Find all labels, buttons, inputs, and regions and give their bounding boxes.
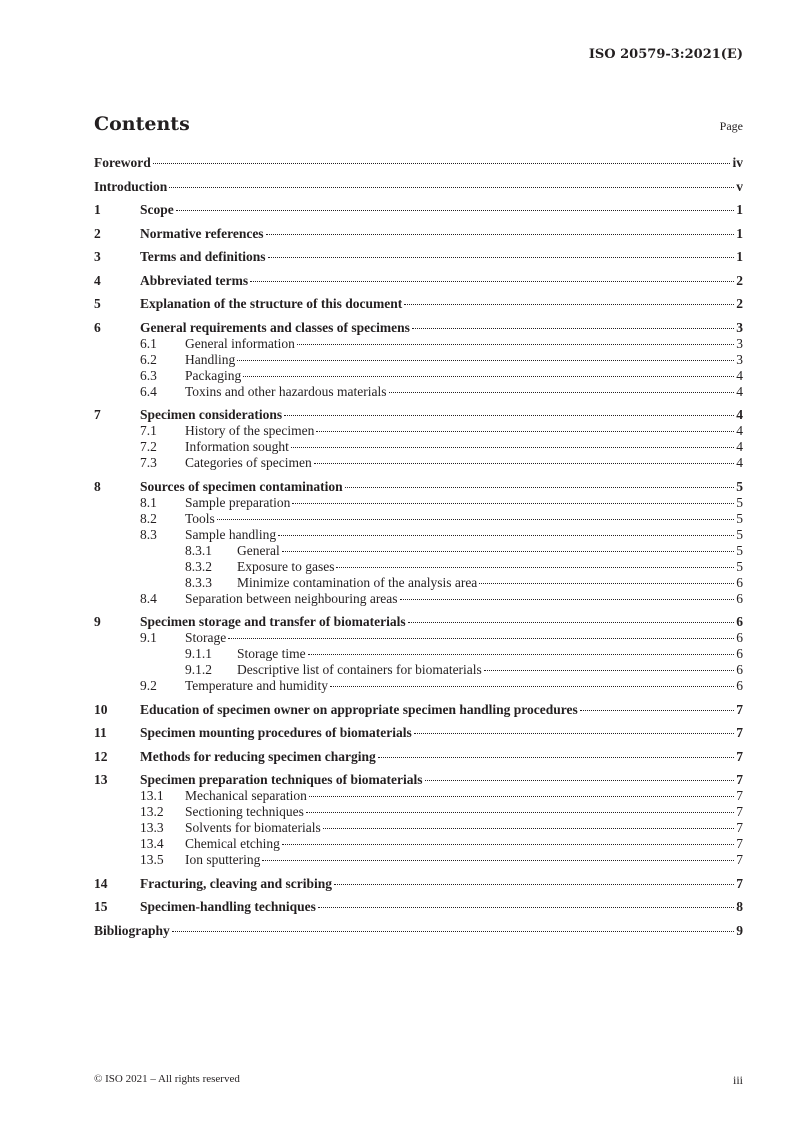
toc-leader-dots <box>292 503 734 504</box>
toc-entry-title: Specimen storage and transfer of biomaterials <box>140 614 406 629</box>
toc-entry-title: Sectioning techniques <box>185 804 304 819</box>
toc-leader-dots <box>318 907 734 908</box>
toc-leader-dots <box>262 860 734 861</box>
toc-entry-page: 3 <box>736 319 743 335</box>
toc-entry-number: 8.3.2 <box>185 558 212 574</box>
toc-entry-page: 4 <box>736 439 743 454</box>
toc-entry-title: Bibliography <box>94 922 170 938</box>
toc-leader-dots <box>400 599 735 600</box>
toc-entry[interactable] <box>94 923 743 939</box>
toc-leader-dots <box>169 187 734 188</box>
toc-entry-page: 4 <box>736 383 743 399</box>
toc-entry-title: Ion sputtering <box>185 852 261 867</box>
toc-entry-page: 6 <box>736 646 743 661</box>
toc-entry-page: 9 <box>736 922 743 938</box>
toc-entry-number: 15 <box>94 899 108 914</box>
toc-leader-dots <box>278 535 734 536</box>
toc-entry-page: 2 <box>736 272 743 288</box>
table-of-contents <box>94 155 743 939</box>
toc-entry[interactable] <box>94 630 743 646</box>
toc-entry[interactable] <box>94 804 743 820</box>
toc-entry-title: Foreword <box>94 155 151 170</box>
toc-entry-number: 8.3.1 <box>185 542 212 558</box>
toc-entry-number: 13.5 <box>140 852 164 867</box>
toc-leader-dots <box>291 447 734 448</box>
toc-entry-title: Fracturing, cleaving and scribing <box>140 875 332 891</box>
toc-entry[interactable] <box>94 614 743 630</box>
toc-entry[interactable] <box>94 249 743 265</box>
toc-entry-title: Categories of specimen <box>185 455 312 470</box>
toc-leader-dots <box>250 281 734 282</box>
toc-leader-dots <box>282 551 735 552</box>
toc-entry-number: 9.1.2 <box>185 662 212 677</box>
toc-leader-dots <box>297 344 734 345</box>
toc-entry[interactable] <box>94 320 743 336</box>
toc-entry-title: General requirements and classes of specimens <box>140 319 410 335</box>
toc-entry-number: 6 <box>94 319 101 335</box>
toc-entry-page: 1 <box>736 249 743 264</box>
page-title: Contents <box>94 113 190 135</box>
page-column-label: Page <box>719 119 743 133</box>
toc-entry[interactable] <box>94 368 743 384</box>
toc-leader-dots <box>172 931 734 932</box>
toc-entry-number: 9.1.1 <box>185 646 212 661</box>
toc-entry[interactable] <box>94 179 743 195</box>
toc-entry-title: Exposure to gases <box>237 558 335 574</box>
toc-entry-title: General <box>237 542 280 558</box>
toc-entry-number: 7.1 <box>140 423 157 438</box>
toc-entry[interactable] <box>94 423 743 439</box>
toc-entry-page: 5 <box>736 478 743 494</box>
toc-entry-page: 1 <box>736 202 743 217</box>
toc-entry[interactable] <box>94 575 743 591</box>
toc-leader-dots <box>414 733 735 734</box>
toc-entry-page: 4 <box>736 367 743 383</box>
toc-entry-number: 7.3 <box>140 455 157 470</box>
toc-entry-page: 4 <box>736 407 743 422</box>
toc-entry-title: Separation between neighbouring areas <box>185 590 398 606</box>
toc-leader-dots <box>314 463 735 464</box>
toc-entry-number: 9 <box>94 614 101 629</box>
toc-entry-title: Education of specimen owner on appropriate specimen handling procedures <box>140 701 578 717</box>
toc-entry-title: Descriptive list of containers for biomaterials <box>237 662 482 677</box>
toc-entry-page: 7 <box>736 836 743 851</box>
toc-entry[interactable] <box>94 439 743 455</box>
toc-entry[interactable] <box>94 591 743 607</box>
toc-leader-dots <box>479 583 734 584</box>
toc-leader-dots <box>336 567 734 568</box>
toc-entry-title: Tools <box>185 510 215 526</box>
toc-entry-title: Abbreviated terms <box>140 272 249 288</box>
toc-leader-dots <box>389 392 735 393</box>
toc-entry-number: 1 <box>94 202 101 217</box>
toc-entry-title: Mechanical separation <box>185 788 307 803</box>
toc-entry-page: 7 <box>736 748 743 764</box>
toc-leader-dots <box>176 210 735 211</box>
toc-entry[interactable] <box>94 384 743 400</box>
toc-entry[interactable] <box>94 479 743 495</box>
toc-leader-dots <box>334 884 734 885</box>
toc-entry[interactable] <box>94 772 743 788</box>
toc-entry-number: 14 <box>94 875 108 891</box>
toc-entry-number: 6.2 <box>140 351 157 367</box>
toc-entry-number: 2 <box>94 225 101 241</box>
toc-entry[interactable] <box>94 202 743 218</box>
toc-entry-page: 6 <box>736 630 743 645</box>
toc-leader-dots <box>425 780 735 781</box>
toc-leader-dots <box>282 844 734 845</box>
toc-entry[interactable] <box>94 646 743 662</box>
toc-entry[interactable] <box>94 788 743 804</box>
toc-leader-dots <box>308 654 735 655</box>
toc-entry[interactable] <box>94 702 743 718</box>
toc-entry-title: Sample handling <box>185 526 277 542</box>
toc-entry[interactable] <box>94 899 743 915</box>
toc-entry-title: Handling <box>185 351 236 367</box>
toc-entry[interactable] <box>94 511 743 527</box>
toc-entry-page: 5 <box>736 510 743 526</box>
toc-entry-title: Storage time <box>237 646 306 661</box>
toc-entry-number: 8.3 <box>140 526 157 542</box>
toc-entry[interactable] <box>94 543 743 559</box>
toc-entry-page: 4 <box>736 423 743 438</box>
toc-entry-title: Specimen preparation techniques of biomaterials <box>140 772 423 787</box>
toc-entry-page: 5 <box>736 494 743 510</box>
toc-entry-title: Specimen-handling techniques <box>140 899 316 914</box>
toc-entry[interactable] <box>94 876 743 892</box>
toc-leader-dots <box>345 487 735 488</box>
toc-entry-page: iv <box>732 155 743 170</box>
toc-entry[interactable] <box>94 559 743 575</box>
toc-entry-page: 3 <box>736 351 743 367</box>
document-id: ISO 20579-3:2021(E) <box>588 47 743 62</box>
toc-entry-title: Information sought <box>185 439 289 454</box>
copyright-notice: © ISO 2021 – All rights reserved <box>94 1073 240 1085</box>
toc-leader-dots <box>323 828 735 829</box>
toc-entry-page: 5 <box>736 558 743 574</box>
toc-entry-title: Chemical etching <box>185 836 280 851</box>
toc-entry-title: Terms and definitions <box>140 249 266 264</box>
toc-leader-dots <box>243 376 734 377</box>
toc-leader-dots <box>316 431 734 432</box>
toc-entry-page: 6 <box>736 678 743 693</box>
toc-entry-title: Explanation of the structure of this document <box>140 296 403 311</box>
toc-entry[interactable] <box>94 336 743 352</box>
toc-entry-number: 7 <box>94 407 101 422</box>
toc-entry-number: 4 <box>94 272 101 288</box>
toc-entry-page: 7 <box>736 772 743 787</box>
toc-entry-page: 4 <box>736 455 743 470</box>
toc-entry[interactable] <box>94 155 743 171</box>
toc-entry[interactable] <box>94 407 743 423</box>
toc-entry-title: Sources of specimen contamination <box>140 478 343 494</box>
toc-leader-dots <box>309 796 734 797</box>
toc-leader-dots <box>378 757 735 758</box>
toc-entry-number: 8.1 <box>140 494 157 510</box>
toc-entry-number: 3 <box>94 249 101 264</box>
toc-leader-dots <box>408 622 735 623</box>
toc-entry-page: 6 <box>736 574 743 590</box>
toc-entry-page: 7 <box>736 820 743 835</box>
toc-entry-page: 2 <box>736 296 743 311</box>
toc-entry[interactable] <box>94 527 743 543</box>
toc-entry-number: 11 <box>94 725 107 740</box>
toc-entry-page: 3 <box>736 335 743 351</box>
toc-leader-dots <box>306 812 734 813</box>
toc-entry-number: 5 <box>94 296 101 311</box>
toc-entry[interactable] <box>94 852 743 868</box>
toc-leader-dots <box>284 415 734 416</box>
toc-entry-title: Temperature and humidity <box>185 678 329 693</box>
toc-entry[interactable] <box>94 226 743 242</box>
toc-entry-number: 6.4 <box>140 383 157 399</box>
toc-entry-page: 7 <box>736 804 743 819</box>
toc-entry[interactable] <box>94 296 743 312</box>
toc-entry-page: 8 <box>736 899 743 914</box>
toc-entry[interactable] <box>94 352 743 368</box>
toc-entry-title: Toxins and other hazardous materials <box>185 383 387 399</box>
toc-entry[interactable] <box>94 273 743 289</box>
toc-leader-dots <box>237 360 734 361</box>
toc-entry-page: 6 <box>736 590 743 606</box>
footer-page-number: iii <box>732 1073 743 1087</box>
toc-entry-number: 9.2 <box>140 678 157 693</box>
toc-leader-dots <box>153 163 731 164</box>
toc-entry-title: Minimize contamination of the analysis area <box>237 574 478 590</box>
toc-entry-page: 1 <box>736 225 743 241</box>
toc-entry-title: Packaging <box>185 367 242 383</box>
toc-leader-dots <box>217 519 734 520</box>
toc-entry-title: Scope <box>140 202 174 217</box>
toc-entry-page: 5 <box>736 526 743 542</box>
toc-entry-number: 13.4 <box>140 836 164 851</box>
toc-entry-number: 6.3 <box>140 367 157 383</box>
toc-leader-dots <box>268 257 735 258</box>
toc-entry-title: Specimen mounting procedures of biomaterials <box>140 725 412 740</box>
toc-entry-number: 13 <box>94 772 108 787</box>
toc-entry-title: Storage <box>185 630 227 645</box>
toc-entry[interactable] <box>94 836 743 852</box>
toc-entry[interactable] <box>94 820 743 836</box>
toc-entry-number: 8.2 <box>140 510 157 526</box>
toc-entry-page: 6 <box>736 662 743 677</box>
toc-leader-dots <box>412 328 734 329</box>
toc-entry-number: 10 <box>94 701 108 717</box>
toc-entry-number: 8.3.3 <box>185 574 212 590</box>
toc-entry-number: 13.2 <box>140 804 164 819</box>
toc-entry-number: 13.1 <box>140 788 164 803</box>
toc-entry-number: 7.2 <box>140 439 157 454</box>
toc-entry[interactable] <box>94 662 743 678</box>
toc-entry-page: 7 <box>736 875 743 891</box>
toc-leader-dots <box>266 234 735 235</box>
toc-entry[interactable] <box>94 749 743 765</box>
toc-entry-page: 7 <box>736 725 743 740</box>
toc-leader-dots <box>580 710 734 711</box>
toc-entry-title: Methods for reducing specimen charging <box>140 748 376 764</box>
toc-entry-number: 8.4 <box>140 590 157 606</box>
toc-entry-title: Solvents for biomaterials <box>185 820 321 835</box>
toc-entry-title: Specimen considerations <box>140 407 283 422</box>
toc-entry-title: Sample preparation <box>185 494 291 510</box>
toc-entry-number: 12 <box>94 748 108 764</box>
toc-entry-page: v <box>736 178 743 194</box>
toc-entry-title: History of the specimen <box>185 423 315 438</box>
toc-entry[interactable] <box>94 455 743 471</box>
toc-entry-title: Introduction <box>94 178 168 194</box>
toc-entry-number: 9.1 <box>140 630 157 645</box>
toc-entry-title: Normative references <box>140 225 264 241</box>
toc-entry-page: 7 <box>736 852 743 867</box>
toc-entry-page: 6 <box>736 614 743 629</box>
toc-entry-number: 8 <box>94 478 101 494</box>
toc-entry[interactable] <box>94 495 743 511</box>
toc-entry-number: 6.1 <box>140 335 157 351</box>
toc-entry[interactable] <box>94 725 743 741</box>
toc-leader-dots <box>228 638 734 639</box>
toc-entry-page: 5 <box>736 542 743 558</box>
toc-leader-dots <box>484 670 734 671</box>
toc-entry-page: 7 <box>736 788 743 803</box>
toc-leader-dots <box>330 686 734 687</box>
toc-leader-dots <box>404 304 734 305</box>
toc-entry-title: General information <box>185 335 295 351</box>
toc-entry-number: 13.3 <box>140 820 164 835</box>
toc-entry[interactable] <box>94 678 743 694</box>
toc-entry-page: 7 <box>736 701 743 717</box>
